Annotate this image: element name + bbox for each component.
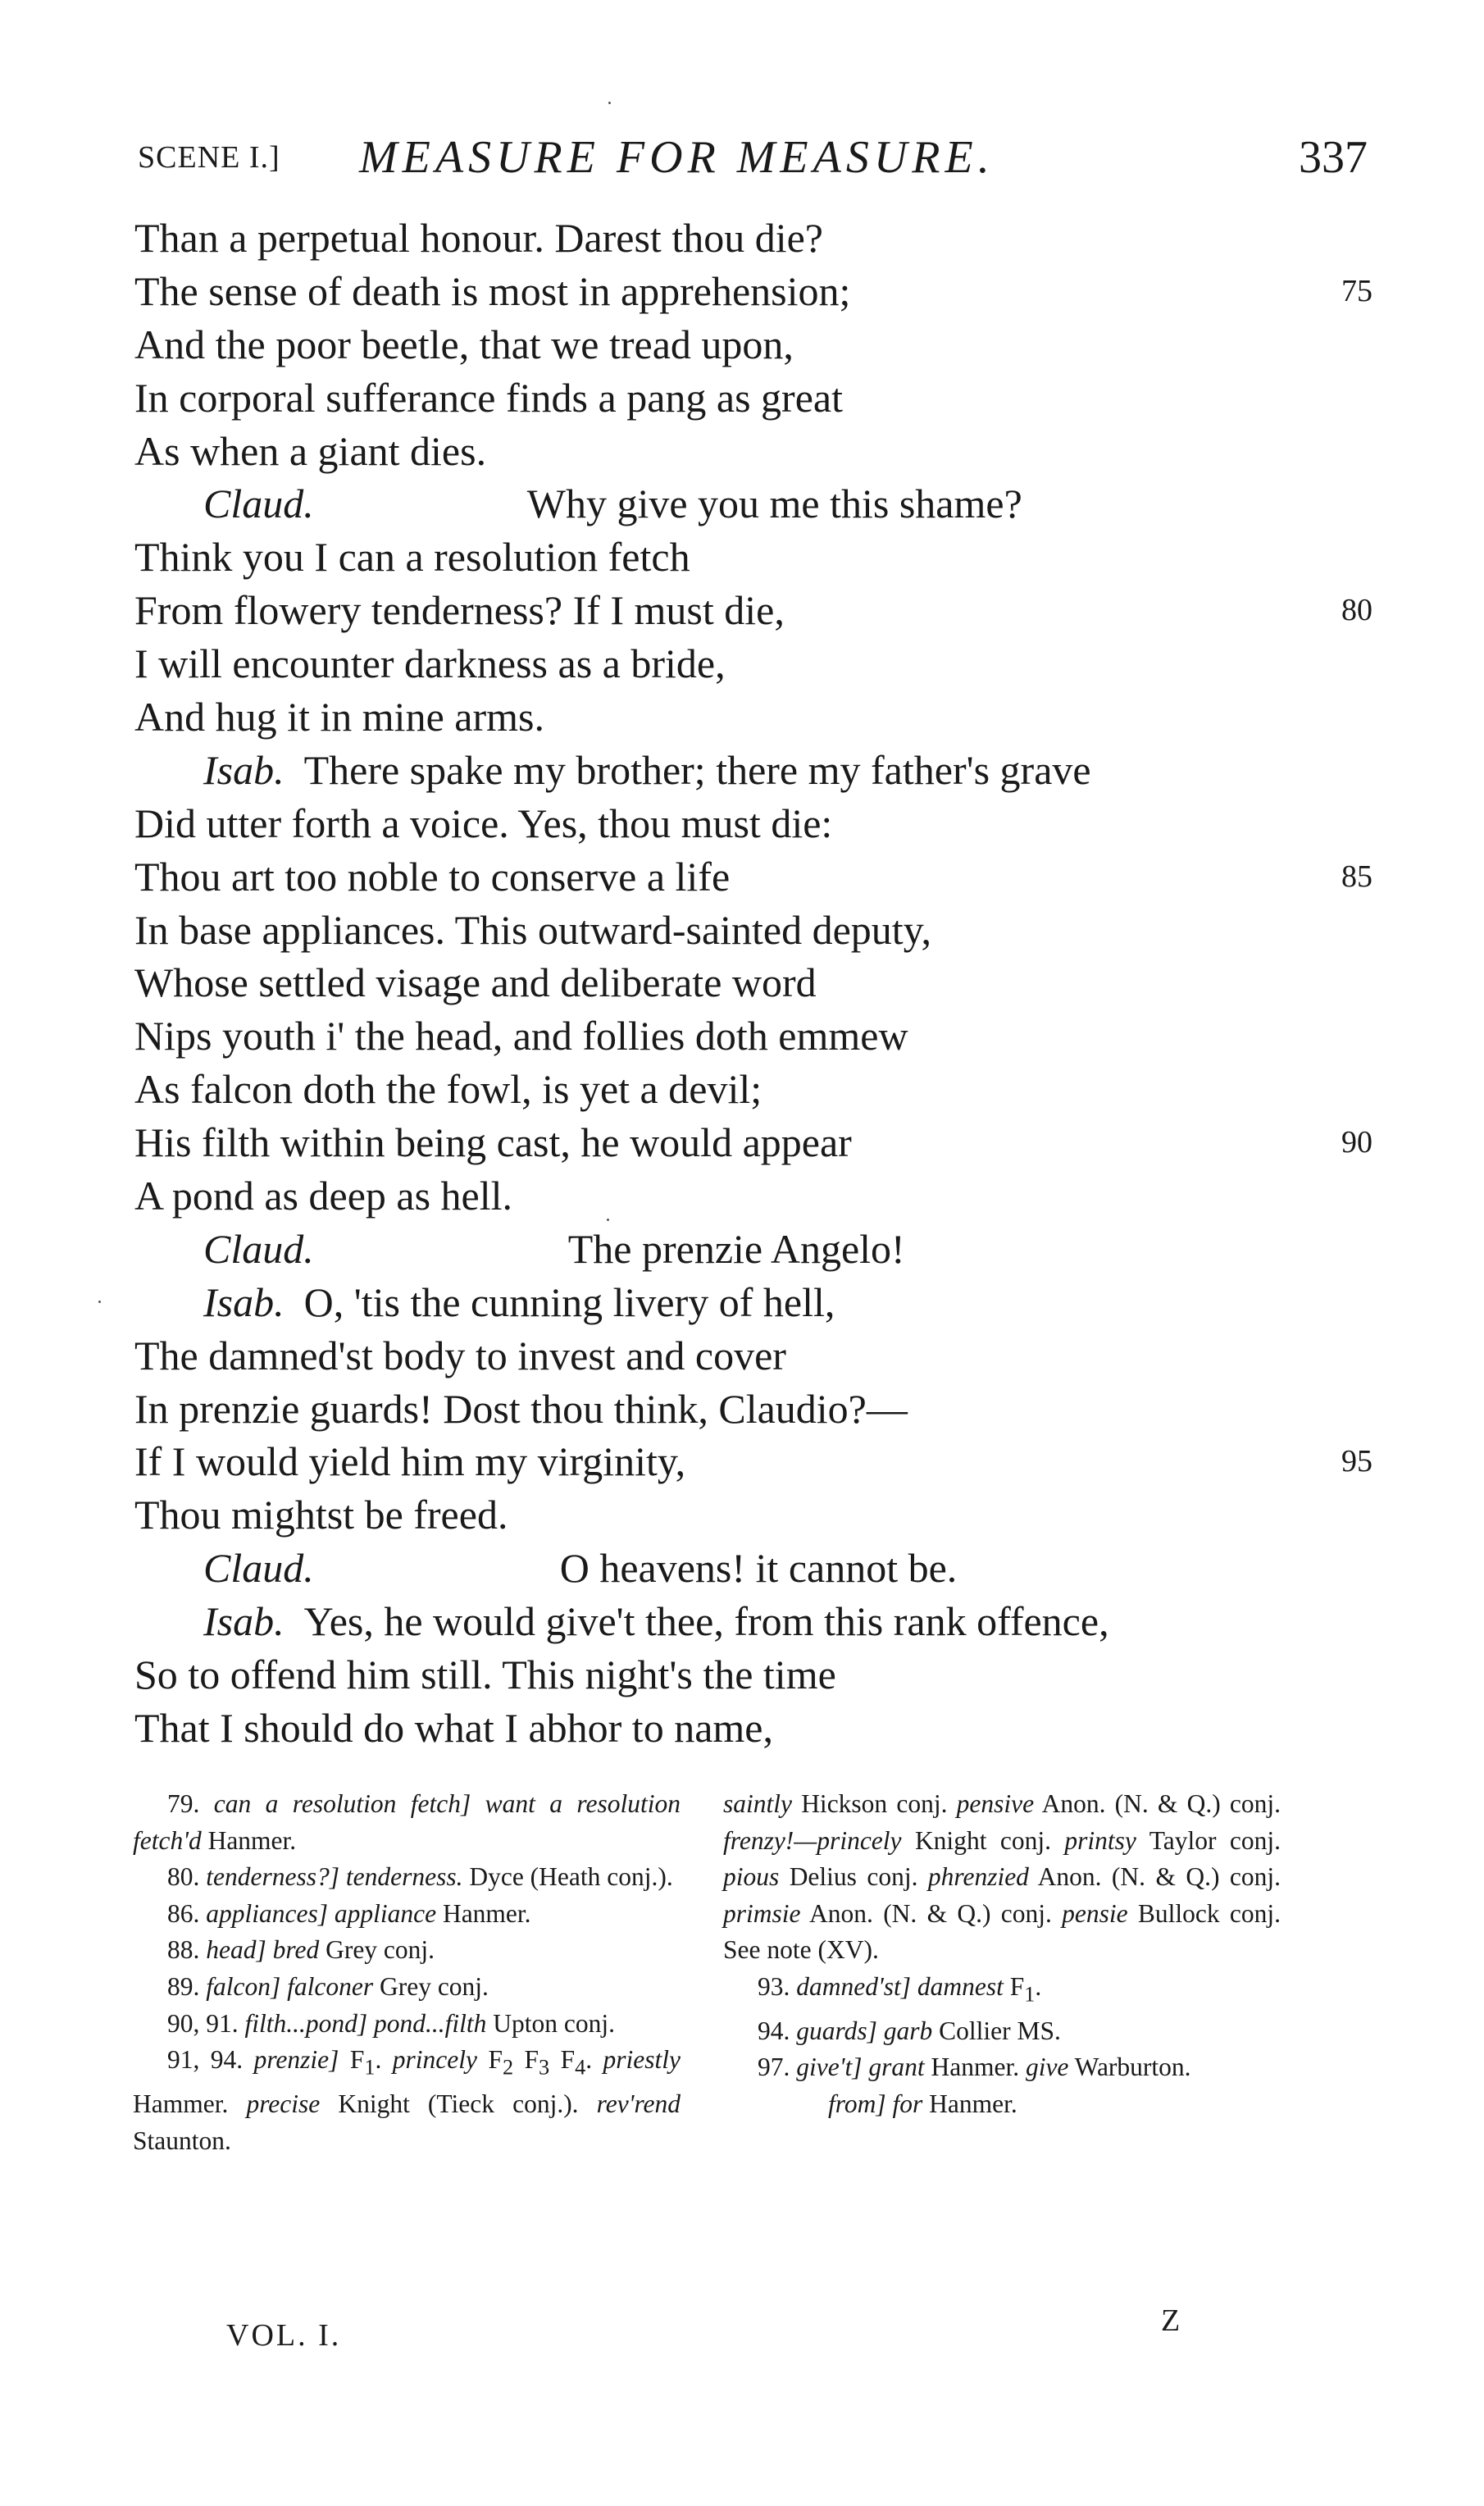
line-number: 95 <box>1341 1444 1372 1479</box>
verse-text-line: O, 'tis the cunning livery of hell, <box>303 1278 835 1325</box>
verse-text-line: In prenzie guards! Dost thou think, Claudio?— <box>134 1385 908 1432</box>
verse-line <box>134 1435 1372 1488</box>
footnotes-left-column <box>133 1786 681 2159</box>
verse-line <box>134 477 1372 531</box>
play-title: MEASURE FOR MEASURE. <box>359 132 995 183</box>
verse-text-line: A pond as deep as hell. <box>134 1173 513 1219</box>
verse-text-line: And hug it in mine arms. <box>134 694 544 740</box>
verse-text-line: Nips youth i' the head, and follies doth emmew <box>134 1013 908 1059</box>
verse-line <box>134 637 1372 690</box>
verse-text-line: And the poor beetle, that we tread upon, <box>134 321 794 367</box>
speaker-name: Claud. <box>203 1225 314 1272</box>
verse-line <box>134 690 1372 744</box>
footnote: 93. damned'st] damnest $F_1$. <box>758 1971 1042 2007</box>
verse-text-line: I will encounter darkness as a bride, <box>134 640 726 687</box>
footnote-continued: saintly Hickson conj. pensive Anon. (N. & Q.) conj. frenzy!—princely Knight conj. printsy Taylor conj. pious Delius conj. phrenzied Anon. (N. & Q.) conj. primsie Anon. (N. & Q.) conj. pensie Bullock conj. See note (XV). <box>723 1789 1281 1965</box>
speaker-name: Claud. <box>203 481 314 527</box>
printer-mark <box>98 1301 101 1303</box>
verse-line <box>134 1276 1372 1329</box>
verse-line <box>134 265 1372 318</box>
verse-line <box>134 956 1372 1009</box>
verse-line <box>134 584 1372 637</box>
verse-line <box>134 531 1372 584</box>
verse-text-line: Did utter forth a voice. Yes, thou must die: <box>134 800 833 846</box>
verse-text-line: Than a perpetual honour. Darest thou die? <box>134 215 823 261</box>
speaker-name: Isab. <box>203 1278 285 1325</box>
line-number: 90 <box>1341 1125 1372 1160</box>
verse-text-line: The sense of death is most in apprehension; <box>134 267 851 314</box>
verse-line <box>134 1223 1372 1276</box>
verse-text-line: His filth within being cast, he would appear <box>134 1119 852 1166</box>
verse-text-line: That I should do what I abhor to name, <box>134 1704 773 1751</box>
verse-text-line: Whose settled visage and deliberate word <box>134 959 817 1006</box>
page-number: 337 <box>1299 132 1368 183</box>
verse-text-line: Why give you me this shame? <box>526 481 1022 527</box>
verse-text-line: O heavens! it cannot be. <box>559 1545 958 1592</box>
verse-text-line: There spake my brother; there my father's grave <box>303 746 1091 793</box>
verse-line <box>134 425 1372 478</box>
footnote: 80. tenderness?] tenderness. Dyce (Heath conj.). <box>167 1862 673 1892</box>
verse-line <box>134 744 1372 797</box>
footnote: 88. head] bred Grey conj. <box>167 1935 435 1965</box>
verse-text-line: From flowery tenderness? If I must die, <box>134 587 785 634</box>
verse-text-line: Thou mightst be freed. <box>134 1492 508 1538</box>
verse-line <box>134 1648 1372 1702</box>
verse-text <box>134 212 1372 1755</box>
verse-line <box>134 1383 1372 1436</box>
footnote: 90, 91. filth...pond] pond...filth Upton conj. <box>167 2008 616 2038</box>
verse-text-line: Yes, he would give't thee, from this rank offence, <box>303 1598 1109 1645</box>
verse-text-line: The prenzie Angelo! <box>567 1225 905 1272</box>
verse-text-line: If I would yield him my virginity, <box>134 1438 686 1485</box>
line-number: 85 <box>1341 859 1372 894</box>
speaker-name: Claud. <box>203 1545 314 1592</box>
verse-line <box>134 371 1372 425</box>
running-header <box>138 131 1368 197</box>
footnotes-right-column <box>723 1786 1281 2123</box>
verse-text-line: In corporal sufferance finds a pang as great <box>134 374 843 421</box>
printer-mark <box>608 102 611 104</box>
verse-text-line: As falcon doth the fowl, is yet a devil; <box>134 1066 762 1113</box>
signature-mark: Z <box>1161 2303 1181 2338</box>
verse-line <box>134 1009 1372 1063</box>
verse-line <box>134 212 1372 265</box>
verse-line <box>134 1063 1372 1116</box>
footnote: 94. guards] garb Collier MS. <box>758 2016 1061 2045</box>
verse-text-line: As when a giant dies. <box>134 427 487 474</box>
verse-line <box>134 1702 1372 1755</box>
verse-line <box>134 1542 1372 1595</box>
verse-text-line: In base appliances. This outward-sainted deputy, <box>134 906 931 953</box>
volume-label: VOL. I. <box>226 2318 342 2353</box>
verse-line <box>134 797 1372 850</box>
footnote: 79. can a resolution fetch] want a resolution fetch'd Hanmer. <box>133 1789 681 1855</box>
verse-line <box>134 1488 1372 1542</box>
footnote: 89. falcon] falconer Grey conj. <box>167 1971 489 2001</box>
verse-line <box>134 1595 1372 1648</box>
footnote: from] for Hanmer. <box>828 2089 1017 2119</box>
verse-line <box>134 1329 1372 1383</box>
verse-text-line: So to offend him still. This night's the time <box>134 1652 836 1698</box>
footnote: 97. give't] grant Hanmer. give Warburton. <box>758 2053 1191 2082</box>
verse-text-line: The damned'st body to invest and cover <box>134 1332 786 1378</box>
verse-line <box>134 1169 1372 1223</box>
line-number: 75 <box>1341 273 1372 308</box>
footnote: 86. appliances] appliance Hanmer. <box>167 1898 531 1928</box>
verse-line <box>134 904 1372 957</box>
verse-text-line: Think you I can a resolution fetch <box>134 534 690 581</box>
speaker-name: Isab. <box>203 746 285 793</box>
verse-text-line: Thou art too noble to conserve a life <box>134 853 731 900</box>
verse-line <box>134 318 1372 371</box>
footnote: 91, 94. prenzie] $F_1$. princely $F_2$ $F_3$ $F_4$. priestly Hammer. precise Knight (Tieck conj.). rev'rend Staunton. <box>133 2045 681 2155</box>
verse-line <box>134 1116 1372 1169</box>
verse-line <box>134 850 1372 904</box>
speaker-name: Isab. <box>203 1598 285 1645</box>
line-number: 80 <box>1341 593 1372 628</box>
scene-label: SCENE I.] <box>138 140 280 175</box>
